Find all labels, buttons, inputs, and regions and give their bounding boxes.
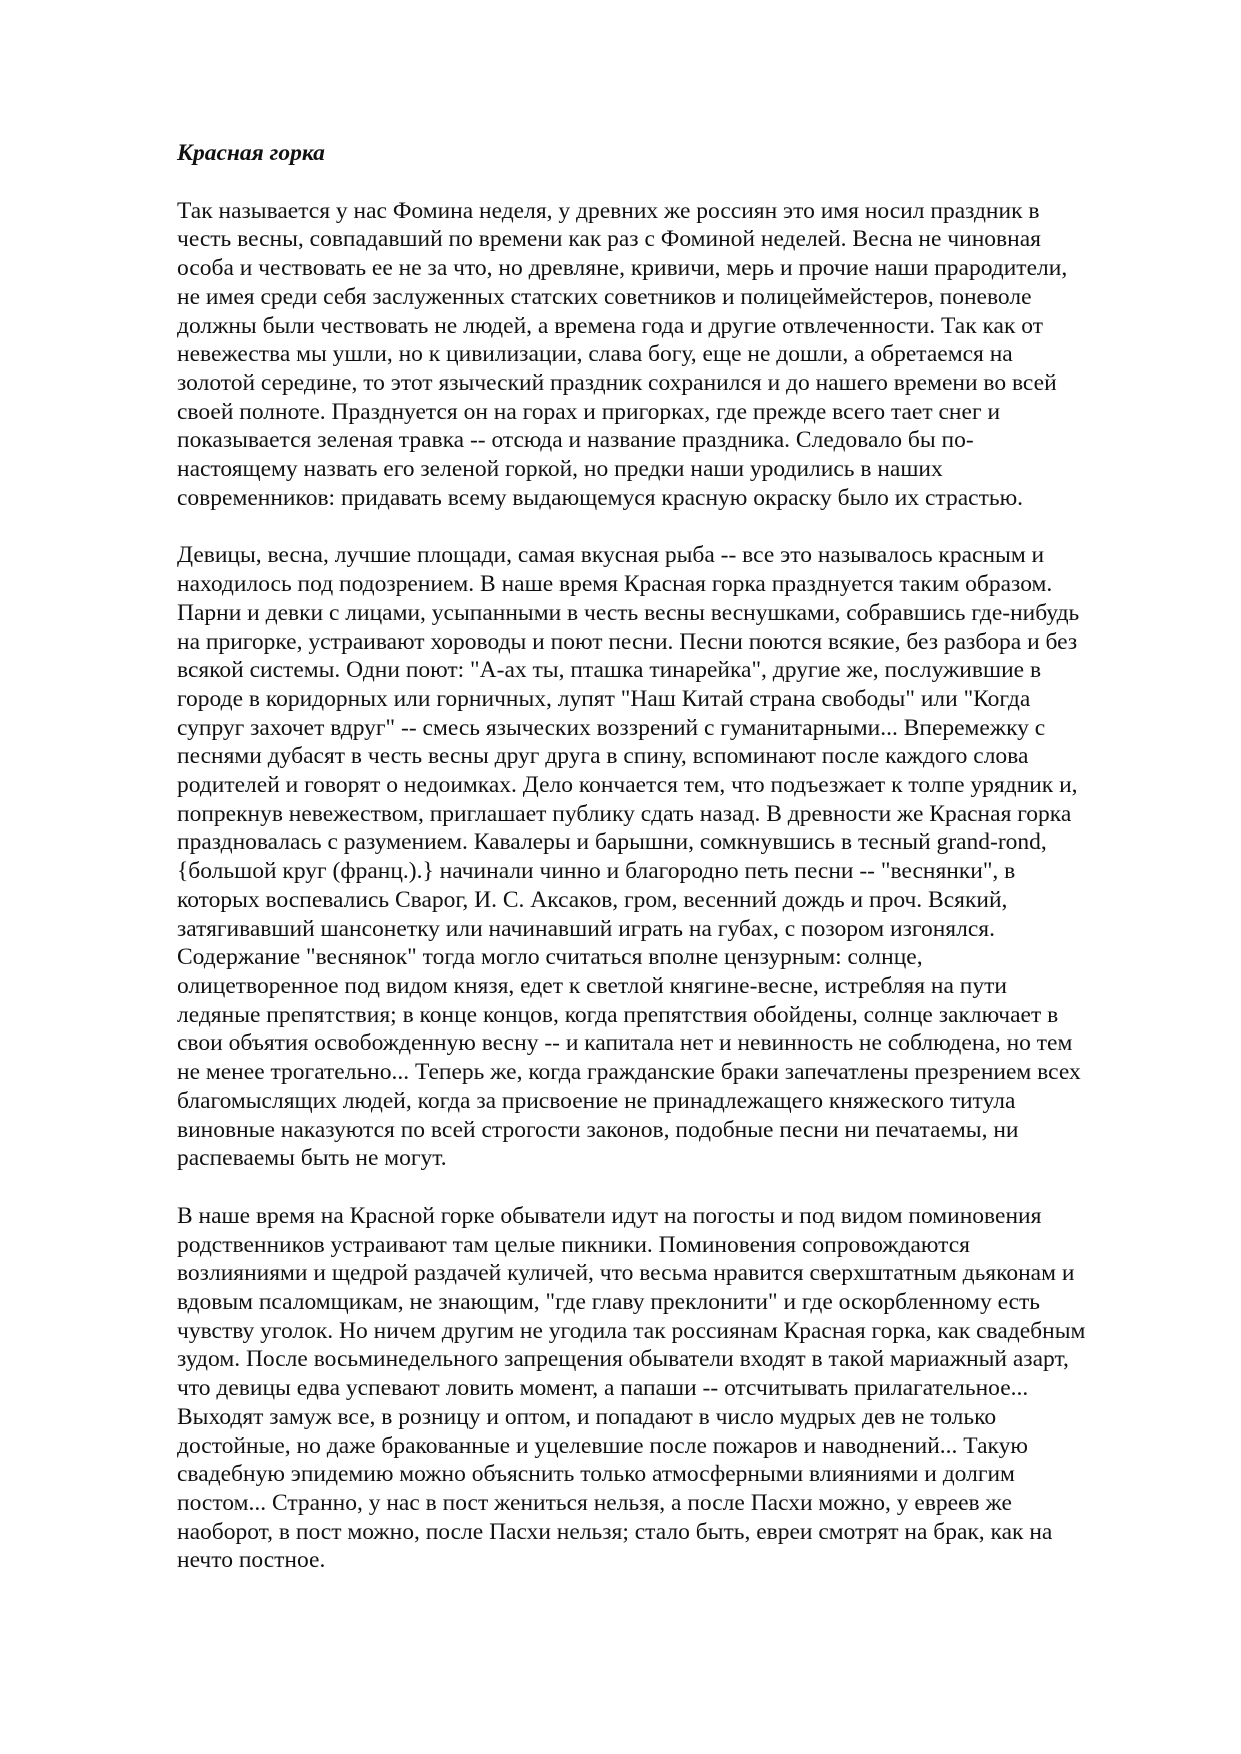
text-line: современников: придавать всему выдающемуся красную окраску было их страстью.	[177, 484, 1023, 511]
text-line: возлияниями и щедрой раздачей куличей, что весьма нравится сверхштатным дьяконам и	[177, 1260, 1075, 1287]
text-line: {большой круг (франц.).} начинали чинно и благородно петь песни -- "веснянки", в	[177, 858, 1016, 885]
text-line: показывается зеленая травка -- отсюда и название праздника. Следовало бы по-	[177, 427, 974, 454]
text-line: зудом. После восьминедельного запрещения обыватели входят в такой мариажный азарт,	[177, 1346, 1069, 1373]
text-line: которых воспевались Сварог, И. С. Аксаков, гром, весенний дождь и проч. Всякий,	[177, 886, 1008, 913]
text-line: В наше время на Красной горке обыватели идут на погосты и под видом поминовения	[177, 1202, 1042, 1229]
text-line: благомыслящих людей, когда за присвоение не принадлежащего княжеского титула	[177, 1087, 1016, 1114]
text-line: Парни и девки с лицами, усыпанными в честь весны веснушками, собравшись где-нибудь	[177, 599, 1080, 626]
text-line: ледяные препятствия; в конце концов, когда препятствия обойдены, солнце заключает в	[177, 1001, 1059, 1028]
text-line: супруг захочет вдруг" -- смесь языческих воззрений с гуманитарными... Вперемежку с	[177, 714, 1046, 741]
text-line: родственников устраивают там целые пикники. Поминовения сопровождаются	[177, 1231, 970, 1258]
text-line: что девицы едва успевают ловить момент, а папаши -- отсчитывать прилагательное...	[177, 1375, 1029, 1402]
text-line: песнями дубасят в честь весны друг друга в спину, вспоминают после каждого слова	[177, 743, 1029, 770]
text-line: распеваемы быть не могут.	[177, 1145, 447, 1172]
text-line: Девицы, весна, лучшие площади, самая вкусная рыба -- все это называлось красным и	[177, 542, 1045, 569]
paragraph-2	[177, 541, 1157, 1172]
text-line: должны были чествовать не людей, а времена года и другие отвлеченности. Так как от	[177, 312, 1043, 339]
document-title: Красная горка	[177, 140, 325, 166]
text-line: свои объятия освобожденную весну -- и капитала нет и невинность не соблюдена, но тем	[177, 1030, 1073, 1057]
text-line: всякой системы. Одни поют: "А-ах ты, пташка тинарейка", другие же, послужившие в	[177, 657, 1042, 684]
text-line: родителей и говорят о недоимках. Дело кончается тем, что подъезжает к толпе урядник и,	[177, 772, 1078, 799]
text-line: Выходят замуж все, в розницу и оптом, и попадают в число мудрых дев не только	[177, 1403, 997, 1430]
text-line: постом... Странно, у нас в пост жениться нельзя, а после Пасхи можно, у евреев же	[177, 1489, 1012, 1516]
text-line: Содержание "веснянок" тогда могло считаться вполне цензурным: солнце,	[177, 944, 923, 971]
text-line: своей полноте. Празднуется он на горах и пригорках, где прежде всего тает снег и	[177, 398, 1001, 425]
text-line: олицетворенное под видом князя, едет к светлой княгине-весне, истребляя на пути	[177, 972, 1007, 999]
text-line: Так называется у нас Фомина неделя, у древних же россиян это имя носил праздник в	[177, 197, 1040, 224]
document-body	[177, 139, 1157, 1604]
text-line: затягивавший шансонетку или начинавший играть на губах, с позором изгонялся.	[177, 915, 995, 942]
text-line: честь весны, совпадавший по времени как раз с Фоминой неделей. Весна не чиновная	[177, 226, 1041, 253]
text-line: праздновалась с разумением. Кавалеры и барышни, сомкнувшись в тесный grand-rond,	[177, 829, 1047, 856]
paragraph-3	[177, 1202, 1157, 1575]
text-line: не менее трогательно... Теперь же, когда гражданские браки запечатлены презрением всех	[177, 1059, 1081, 1086]
text-line: попрекнув невежеством, приглашает публику сдать назад. В древности же Красная горка	[177, 800, 1072, 827]
text-line: виновные наказуются по всей строгости законов, подобные песни ни печатаемы, ни	[177, 1116, 1019, 1143]
text-line: особа и чествовать ее не за что, но древляне, кривичи, мерь и прочие наши прародители,	[177, 255, 1068, 282]
text-line: свадебную эпидемию можно объяснить только атмосферными влияниями и долгим	[177, 1461, 1015, 1488]
text-line: невежества мы ушли, но к цивилизации, слава богу, еще не дошли, а обретаемся на	[177, 341, 1013, 368]
text-line: нечто постное.	[177, 1547, 326, 1574]
text-line: не имея среди себя заслуженных статских советников и полицеймейстеров, поневоле	[177, 283, 1032, 310]
text-line: наоборот, в пост можно, после Пасхи нельзя; стало быть, евреи смотрят на брак, как на	[177, 1518, 1053, 1545]
text-line: золотой середине, то этот языческий праздник сохранился и до нашего времени во всей	[177, 369, 1057, 396]
text-line: чувству уголок. Но ничем другим не угодила так россиянам Красная горка, как свадебным	[177, 1317, 1086, 1344]
paragraph-1	[177, 197, 1157, 513]
text-line: настоящему назвать его зеленой горкой, но предки наши уродились в наших	[177, 456, 943, 483]
text-line: городе в коридорных или горничных, лупят "Наш Китай страна свободы" или "Когда	[177, 685, 1031, 712]
text-line: на пригорке, устраивают хороводы и поют песни. Песни поются всякие, без разбора и без	[177, 628, 1078, 655]
text-line: находилось под подозрением. В наше время Красная горка празднуется таким образом.	[177, 571, 1053, 598]
text-line: вдовым псаломщикам, не знающим, "где главу преклонити" и где оскорбленному есть	[177, 1289, 1041, 1316]
text-line: достойные, но даже бракованные и уцелевшие после пожаров и наводнений... Такую	[177, 1432, 1028, 1459]
